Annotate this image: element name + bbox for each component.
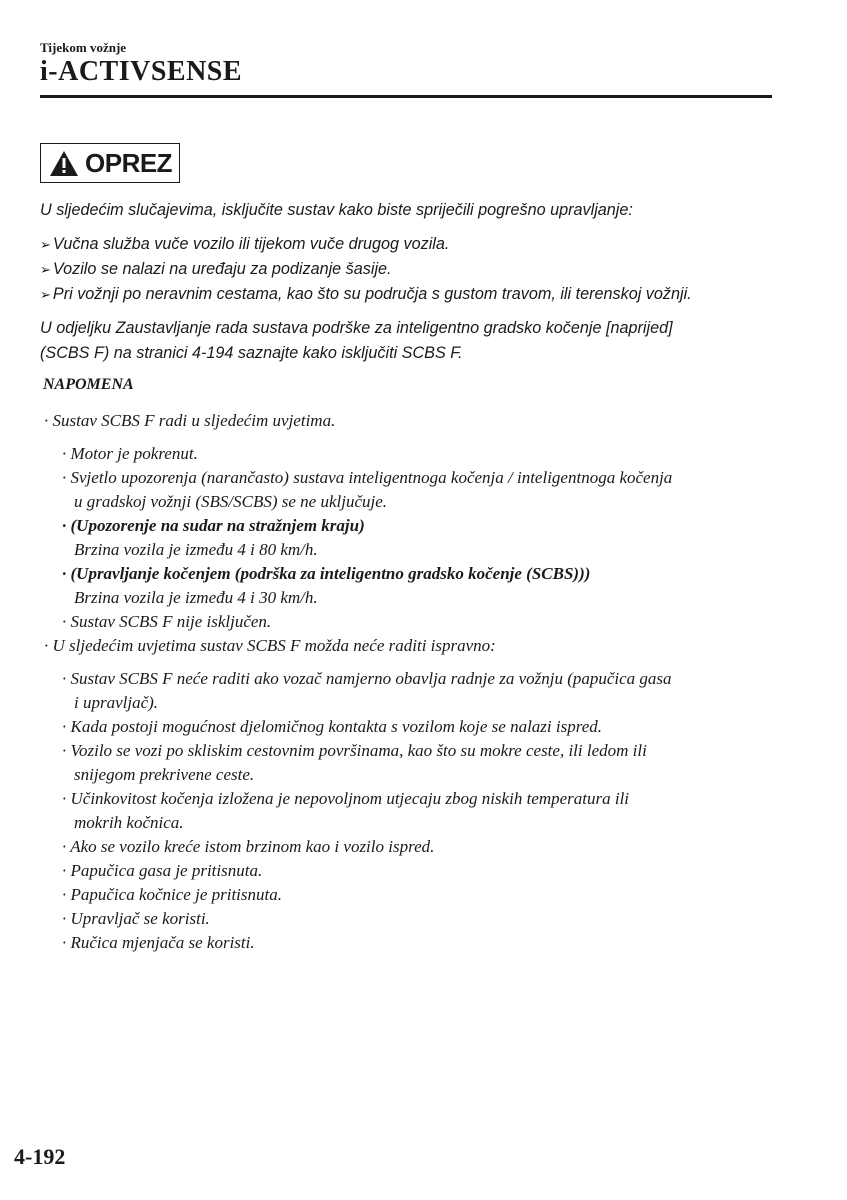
note-item: mokrih kočnica. bbox=[74, 813, 184, 832]
caution-intro: U sljedećim slučajevima, isključite sustav kako biste spriječili pogrešno upravljanje: bbox=[40, 201, 633, 219]
note-item: · (Upravljanje kočenjem (podrška za inteligentno gradsko kočenje (SCBS))) bbox=[62, 564, 591, 583]
section-title: Tijekom vožnje bbox=[40, 40, 127, 55]
note-item: · Motor je pokrenut. bbox=[62, 444, 198, 463]
note-item: · Sustav SCBS F nije isključen. bbox=[62, 612, 272, 631]
note-item: · Svjetlo upozorenja (narančasto) sustava inteligentnoga kočenja / inteligentnoga kočenja bbox=[62, 468, 673, 487]
note-group-title: · U sljedećim uvjetima sustav SCBS F možda neće raditi ispravno: bbox=[44, 636, 496, 655]
note-item: · Ako se vozilo kreće istom brzinom kao i vozilo ispred. bbox=[62, 837, 435, 856]
note-item: snijegom prekrivene ceste. bbox=[74, 765, 255, 784]
note-item: · Ručica mjenjača se koristi. bbox=[62, 933, 255, 952]
note-item: · Kada postoji mogućnost djelomičnog kontakta s vozilom koje se nalazi ispred. bbox=[62, 717, 603, 736]
note-item: · Papučica kočnice je pritisnuta. bbox=[62, 885, 282, 904]
caution-reference-line: (SCBS F) na stranici 4-194 saznajte kako isključiti SCBS F. bbox=[40, 344, 463, 362]
note-heading: NAPOMENA bbox=[43, 376, 134, 393]
caution-item-text: Vučna služba vuče vozilo ili tijekom vuče drugog vozila. bbox=[52, 235, 450, 253]
caution-item-text: Vozilo se nalazi na uređaju za podizanje šasije. bbox=[52, 260, 392, 278]
note-item: · (Upozorenje na sudar na stražnjem kraju) bbox=[62, 516, 365, 535]
note-item: · Upravljač se koristi. bbox=[62, 909, 210, 928]
note-group-title: · Sustav SCBS F radi u sljedećim uvjetima. bbox=[44, 411, 336, 430]
note-item: Brzina vozila je između 4 i 80 km/h. bbox=[74, 540, 318, 559]
caution-label: OPREZ bbox=[85, 147, 173, 178]
note-item: · Sustav SCBS F neće raditi ako vozač namjerno obavlja radnje za vožnju (papučica gasa bbox=[62, 669, 672, 688]
caution-item bbox=[40, 282, 692, 307]
page-title: i-ACTIVSENSE bbox=[40, 56, 243, 87]
warning-triangle-icon bbox=[49, 150, 79, 177]
note-item: i upravljač). bbox=[74, 693, 159, 712]
caution-box bbox=[40, 143, 180, 183]
header-divider bbox=[40, 95, 772, 98]
caution-item bbox=[40, 232, 449, 257]
arrow-bullet-icon: ➢ bbox=[40, 237, 51, 252]
note-item: · Učinkovitost kočenja izložena je nepovoljnom utjecaju zbog niskih temperatura ili bbox=[62, 789, 630, 808]
note-item: Brzina vozila je između 4 i 30 km/h. bbox=[74, 588, 318, 607]
arrow-bullet-icon: ➢ bbox=[40, 262, 51, 277]
caution-item bbox=[40, 257, 392, 282]
note-item: u gradskoj vožnji (SBS/SCBS) se ne uključuje. bbox=[74, 492, 388, 511]
caution-item-text: Pri vožnji po neravnim cestama, kao što su područja s gustom travom, ili terenskoj vožnji. bbox=[52, 285, 692, 303]
note-item: · Vozilo se vozi po skliskim cestovnim površinama, kao što su mokre ceste, ili ledom ili bbox=[62, 741, 647, 760]
arrow-bullet-icon: ➢ bbox=[40, 287, 51, 302]
note-item: · Papučica gasa je pritisnuta. bbox=[62, 861, 263, 880]
caution-reference-line: U odjeljku Zaustavljanje rada sustava podrške za inteligentno gradsko kočenje [naprijed] bbox=[40, 319, 673, 337]
page-number: 4-192 bbox=[14, 1144, 66, 1169]
